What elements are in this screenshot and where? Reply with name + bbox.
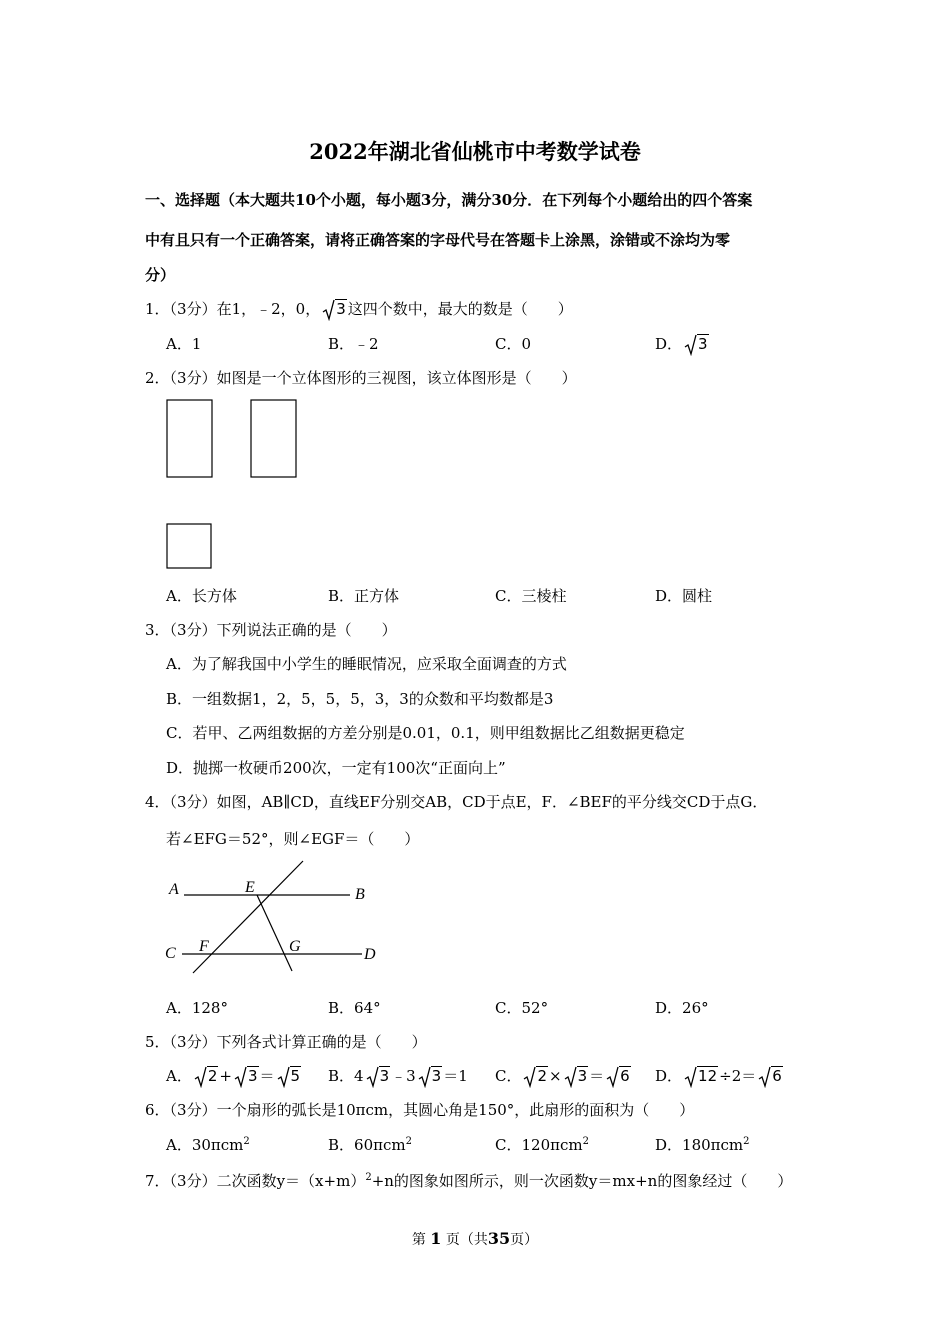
label-a: A	[169, 881, 179, 898]
question-2-stem: 2．（3分）如图是一个立体图形的三视图，该立体图形是（ ）	[145, 369, 577, 387]
question-4-stem-line1: 4．（3分）如图，AB∥CD，直线EF分别交AB，CD于点E，F．∠BEF的平分线交CD于点G．	[145, 793, 768, 811]
question-4-option-a: A．128°	[166, 999, 228, 1017]
label-d: D	[364, 946, 376, 963]
total-pages: 35	[487, 1229, 511, 1248]
question-6-stem: 6．（3分）一个扇形的弧长是10πcm，其圆心角是150°，此扇形的面积为（ ）	[145, 1101, 695, 1119]
question-6-option-d: D．180πcm$^2$	[655, 1136, 750, 1154]
question-4-option-c: C．52°	[495, 999, 549, 1017]
question-7-stem: 7．（3分）二次函数$y=(x+m)^2+n$的图象如图所示，则一次函数y＝mx+n的图象经过（ ）	[145, 1172, 793, 1190]
page-footer: 第 1 页（共35页）	[411, 1229, 539, 1248]
question-5-option-c: C． 2 × 3 ＝ 6	[495, 1067, 630, 1085]
question-4-option-b: B．64°	[328, 999, 381, 1017]
question-3-stem: 3．（3分）下列说法正确的是（ ）	[145, 621, 397, 639]
front-view-rect	[167, 400, 212, 477]
question-3-option-b: B．一组数据1，2，5，5，5，3，3的众数和平均数都是3	[166, 690, 554, 708]
question-5-stem: 5．（3分）下列各式计算正确的是（ ）	[145, 1033, 427, 1051]
page-title: 2022年湖北省仙桃市中考数学试卷	[309, 139, 641, 164]
question-3-option-a: A．为了解我国中小学生的睡眠情况，应采取全面调查的方式	[166, 655, 567, 673]
label-c: C	[165, 945, 176, 962]
question-1-option-b: B．﹣2	[328, 335, 379, 353]
line-eg	[257, 895, 292, 971]
parallel-lines-figure	[160, 855, 390, 980]
question-4-option-d: D．26°	[655, 999, 709, 1017]
section-heading-line1: 一、选择题（本大题共10个小题，每小题3分，满分30分．在下列每个小题给出的四个答案	[145, 191, 753, 209]
three-view-figure	[160, 395, 310, 575]
question-3-option-d: D．抛掷一枚硬币200次，一定有100次“正面向上”	[166, 759, 506, 777]
question-1-option-a: A．1	[166, 335, 202, 353]
side-view-rect	[251, 400, 296, 477]
question-1-option-c: C．0	[495, 335, 532, 353]
label-g: G	[289, 938, 301, 955]
question-5-option-d: D． 12 ÷2＝ 6	[655, 1067, 782, 1085]
question-6-option-b: B．60πcm$^2$	[328, 1136, 412, 1154]
section-heading-line3: 分）	[145, 266, 176, 284]
question-2-option-b: B．正方体	[328, 587, 400, 605]
question-3-option-c: C．若甲、乙两组数据的方差分别是0.01，0.1，则甲组数据比乙组数据更稳定	[166, 724, 685, 742]
question-5-option-b: B．4 3 ﹣3 3 ＝1	[328, 1067, 468, 1085]
question-6-option-a: A．30πcm$^2$	[166, 1136, 250, 1154]
top-view-square	[167, 524, 211, 568]
question-2-option-c: C．三棱柱	[495, 587, 567, 605]
sqrt-symbol: 3	[322, 300, 347, 318]
question-1-option-d: D． 3	[655, 335, 708, 353]
question-1-stem: 1．（3分）在1，﹣2，0， 3 这四个数中，最大的数是（ ）	[145, 300, 573, 318]
question-6-option-c: C．120πcm$^2$	[495, 1136, 589, 1154]
question-2-option-a: A．长方体	[166, 587, 237, 605]
line-ef	[193, 861, 303, 973]
label-e: E	[245, 879, 255, 896]
section-heading-line2: 中有且只有一个正确答案，请将正确答案的字母代号在答题卡上涂黑，涂错或不涂均为零	[145, 231, 731, 249]
label-f: F	[199, 938, 209, 955]
page-number: 1	[430, 1229, 442, 1248]
question-4-stem-line2: 若∠EFG＝52°，则∠EGF＝（ ）	[166, 830, 420, 848]
label-b: B	[355, 886, 365, 903]
sqrt-symbol: 3	[684, 335, 709, 353]
question-2-option-d: D．圆柱	[655, 587, 713, 605]
question-5-option-a: A． 2 + 3 ＝ 5	[166, 1067, 301, 1085]
